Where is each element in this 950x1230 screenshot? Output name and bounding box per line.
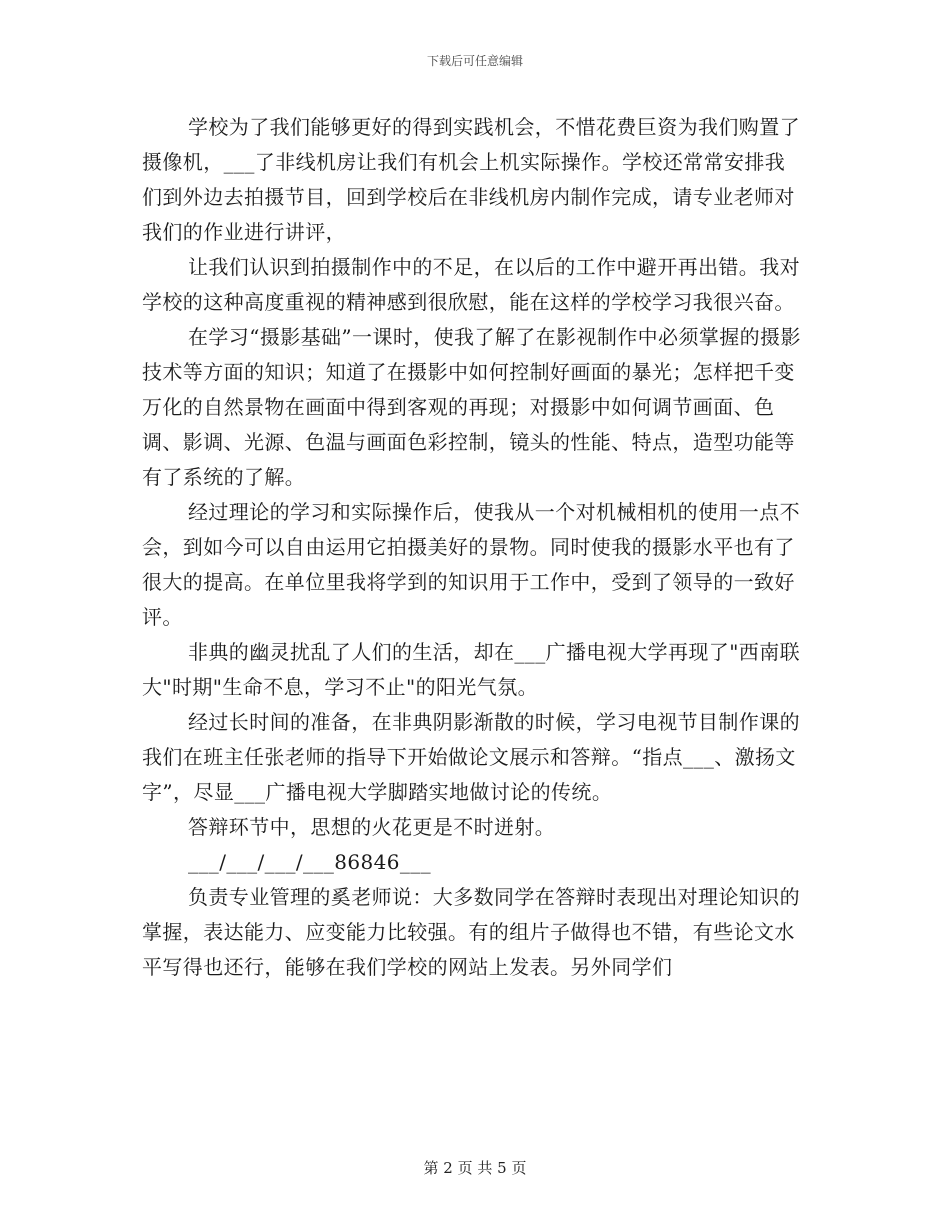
paragraph: 非典的幽灵扰乱了人们的生活，却在___广播电视大学再现了"西南联大"时期"生命不息，学习不止"的阳光气氛。 <box>142 640 800 699</box>
paragraph: 负责专业管理的奚老师说：大多数同学在答辩时表现出对理论知识的掌握，表达能力、应变能力比较强。有的组片子做得也不错，有些论文水平写得也还行，能够在我们学校的网站上发表。另外同学们 <box>142 885 800 979</box>
page-header: 下载后可任意编辑 <box>426 54 523 68</box>
page-number-footer: 第 2 页 共 5 页 <box>423 1159 527 1177</box>
paragraph: 在学习“摄影基础”一课时，使我了解了在影视制作中必须掌握的摄影技术等方面的知识；知道了在摄影中如何控制好画面的暴光；怎样把千变万化的自然景物在画面中得到客观的再现；对摄影中如何调节画面、色调、影调、光源、色温与画面色彩控制，镜头的性能、特点，造型功能等有了系统的了解。 <box>142 325 801 489</box>
paragraph: ___/___/___/___86846___ <box>188 850 432 874</box>
document-body <box>142 110 802 985</box>
paragraph: 答辩环节中，思想的火花更是不时迸射。 <box>188 815 556 839</box>
paragraph: 经过理论的学习和实际操作后，使我从一个对机械相机的使用一点不会，到如今可以自由运用它拍摄美好的景物。同时使我的摄影水平也有了很大的提高。在单位里我将学到的知识用于工作中，受到了领导的一致好评。 <box>142 500 800 629</box>
paragraph: 让我们认识到拍摄制作中的不足，在以后的工作中避开再出错。我对学校的这种高度重视的精神感到很欣慰，能在这样的学校学习我很兴奋。 <box>142 255 800 314</box>
paragraph: 经过长时间的准备，在非典阴影渐散的时候，学习电视节目制作课的我们在班主任张老师的指导下开始做论文展示和答辩。“指点___、激扬文字”，尽显___广播电视大学脚踏实地做讨论的传统。 <box>142 710 800 804</box>
paragraph: 学校为了我们能够更好的得到实践机会，不惜花费巨资为我们购置了摄像机，___了非线机房让我们有机会上机实际操作。学校还常常安排我们到外边去拍摄节目，回到学校后在非线机房内制作完成，请专业老师对我们的作业进行讲评， <box>142 115 800 244</box>
